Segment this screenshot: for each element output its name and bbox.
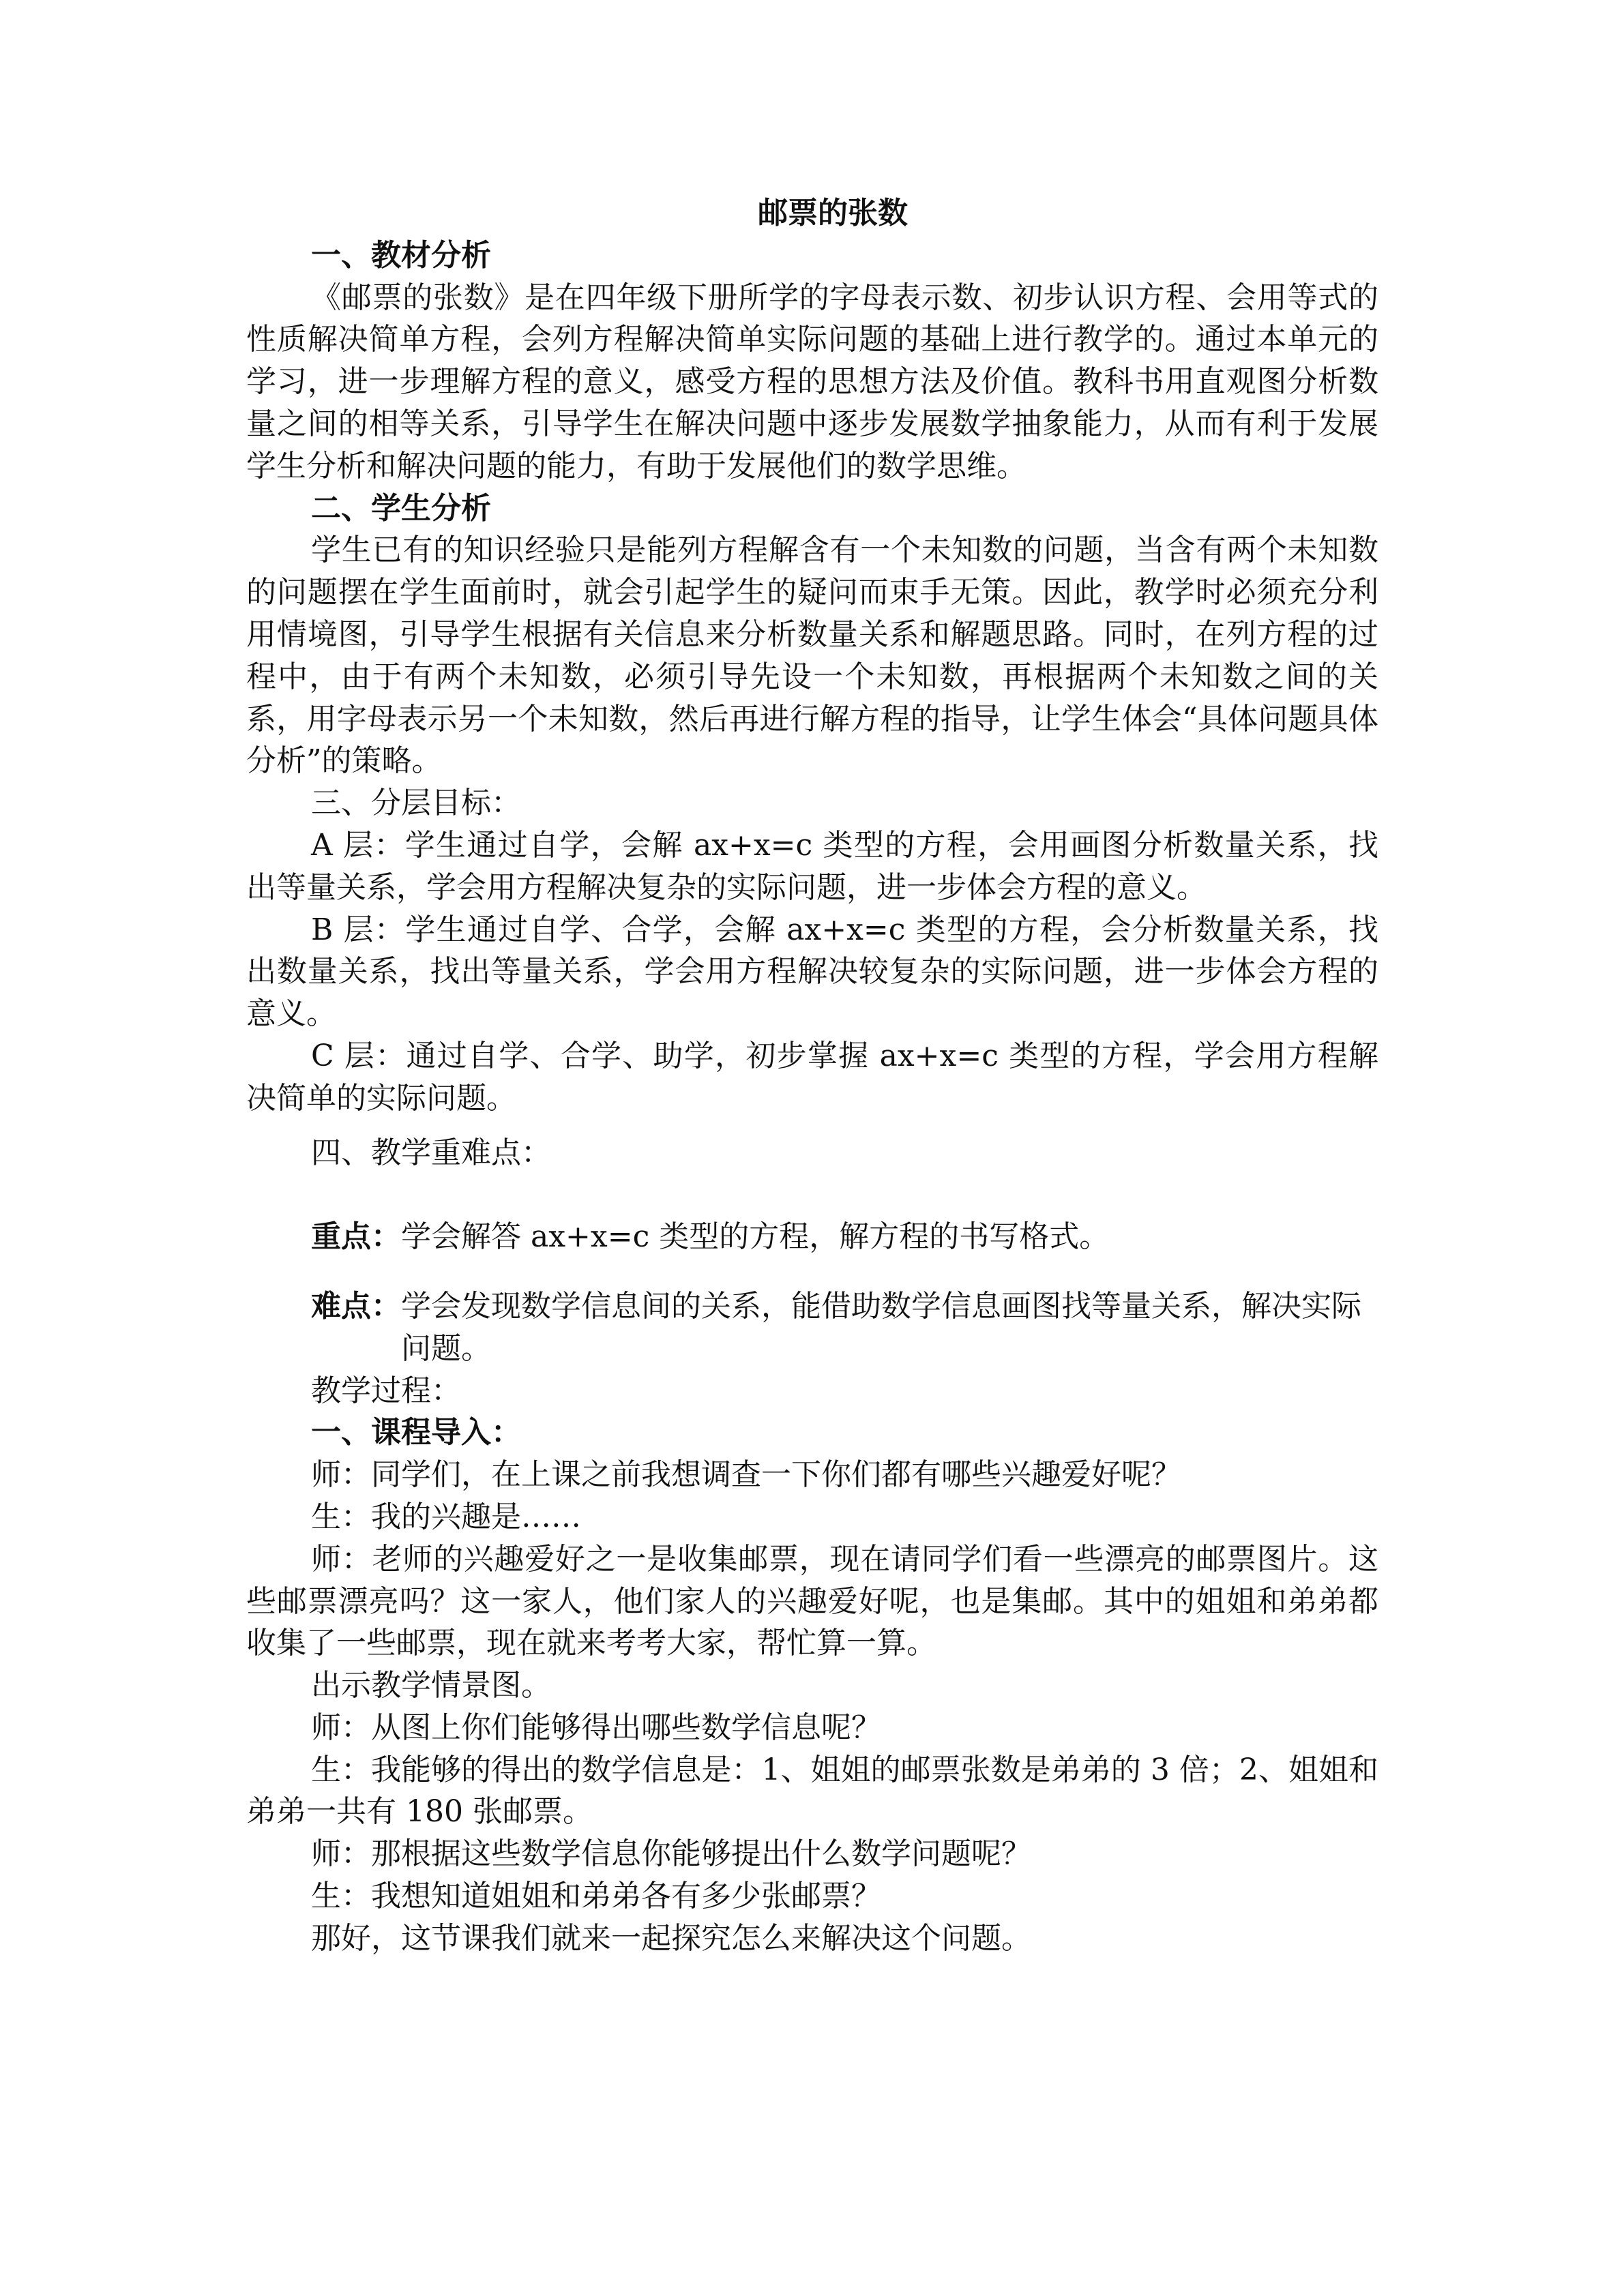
keypoint-focus-text: 学会解答 ax+x=c 类型的方程，解方程的书写格式。 [401,1219,1110,1255]
paragraph-goal-c: C 层：通过自学、合学、助学，初步掌握 ax+x=c 类型的方程，学会用方程解决简单的实际问题。 [246,1038,1378,1116]
keypoint-difficulty [246,1285,1378,1370]
dialog-line: 师：老师的兴趣爱好之一是收集邮票，现在请同学们看一些漂亮的邮票图片。这些邮票漂亮吗？这一家人，他们家人的兴趣爱好呢，也是集邮。其中的姐姐和弟弟都收集了一些邮票，现在就来考考大家，帮忙算一算。 [246,1541,1378,1661]
dialog-line: 生：我的兴趣是…… [311,1499,581,1534]
keypoint-focus-label: 重点： [311,1219,401,1255]
section-heading-keypoints: 四、教学重难点： [311,1135,551,1170]
section-heading-process: 教学过程： [311,1373,461,1408]
paragraph-goal-a: A 层：学生通过自学，会解 ax+x=c 类型的方程，会用画图分析数量关系，找出等量关系，学会用方程解决复杂的实际问题，进一步体会方程的意义。 [246,827,1378,905]
document-body [246,192,1378,1960]
dialog-line: 出示教学情景图。 [311,1668,551,1703]
section-heading-intro: 一、课程导入： [311,1415,521,1450]
paragraph-goal-b: B 层：学生通过自学、合学，会解 ax+x=c 类型的方程，会分析数量关系，找出数量关系，找出等量关系，学会用方程解决较复杂的实际问题，进一步体会方程的意义。 [246,912,1378,1032]
dialog-line: 生：我能够的得出的数学信息是：1、姐姐的邮票张数是弟弟的 3 倍；2、姐姐和弟弟一共有 180 张邮票。 [246,1752,1378,1830]
spacer [246,1174,1378,1216]
keypoint-difficulty-text: 学会发现数学信息间的关系，能借助数学信息画图找等量关系，解决实际问题。 [401,1288,1361,1366]
section-heading-student: 二、学生分析 [311,490,491,526]
dialog-line: 生：我想知道姐姐和弟弟各有多少张邮票？ [311,1879,881,1914]
dialog-line: 师：同学们，在上课之前我想调查一下你们都有哪些兴趣爱好呢？ [311,1457,1181,1493]
paragraph-textbook-analysis: 《邮票的张数》是在四年级下册所学的字母表示数、初步认识方程、会用等式的性质解决简单方程，会列方程解决简单实际问题的基础上进行教学的。通过本单元的学习，进一步理解方程的意义，感受方程的思想方法及价值。教科书用直观图分析数量之间的相等关系，引导学生在解决问题中逐步发展数学抽象能力，从而有利于发展学生分析和解决问题的能力，有助于发展他们的数学思维。 [246,280,1378,483]
section-heading-textbook: 一、教材分析 [311,237,491,273]
spacer [246,1120,1378,1132]
section-heading-goals: 三、分层目标： [311,786,521,821]
keypoint-focus [246,1216,1378,1258]
dialog-line: 师：那根据这些数学信息你能够提出什么数学问题呢？ [311,1836,1031,1872]
dialog-line: 师：从图上你们能够得出哪些数学信息呢？ [311,1710,881,1745]
dialog-line: 那好，这节课我们就来一起探究怎么来解决这个问题。 [311,1920,1031,1956]
paragraph-student-analysis: 学生已有的知识经验只是能列方程解含有一个未知数的问题，当含有两个未知数的问题摆在学生面前时，就会引起学生的疑问而束手无策。因此，教学时必须充分利用情境图，引导学生根据有关信息来分析数量关系和解题思路。同时，在列方程的过程中，由于有两个未知数，必须引导先设一个未知数，再根据两个未知数之间的关系，用字母表示另一个未知数，然后再进行解方程的指导，让学生体会“具体问题具体分析”的策略。 [246,533,1378,779]
keypoint-difficulty-label: 难点： [311,1288,401,1324]
document-title: 邮票的张数 [758,196,908,230]
spacer [246,1258,1378,1285]
